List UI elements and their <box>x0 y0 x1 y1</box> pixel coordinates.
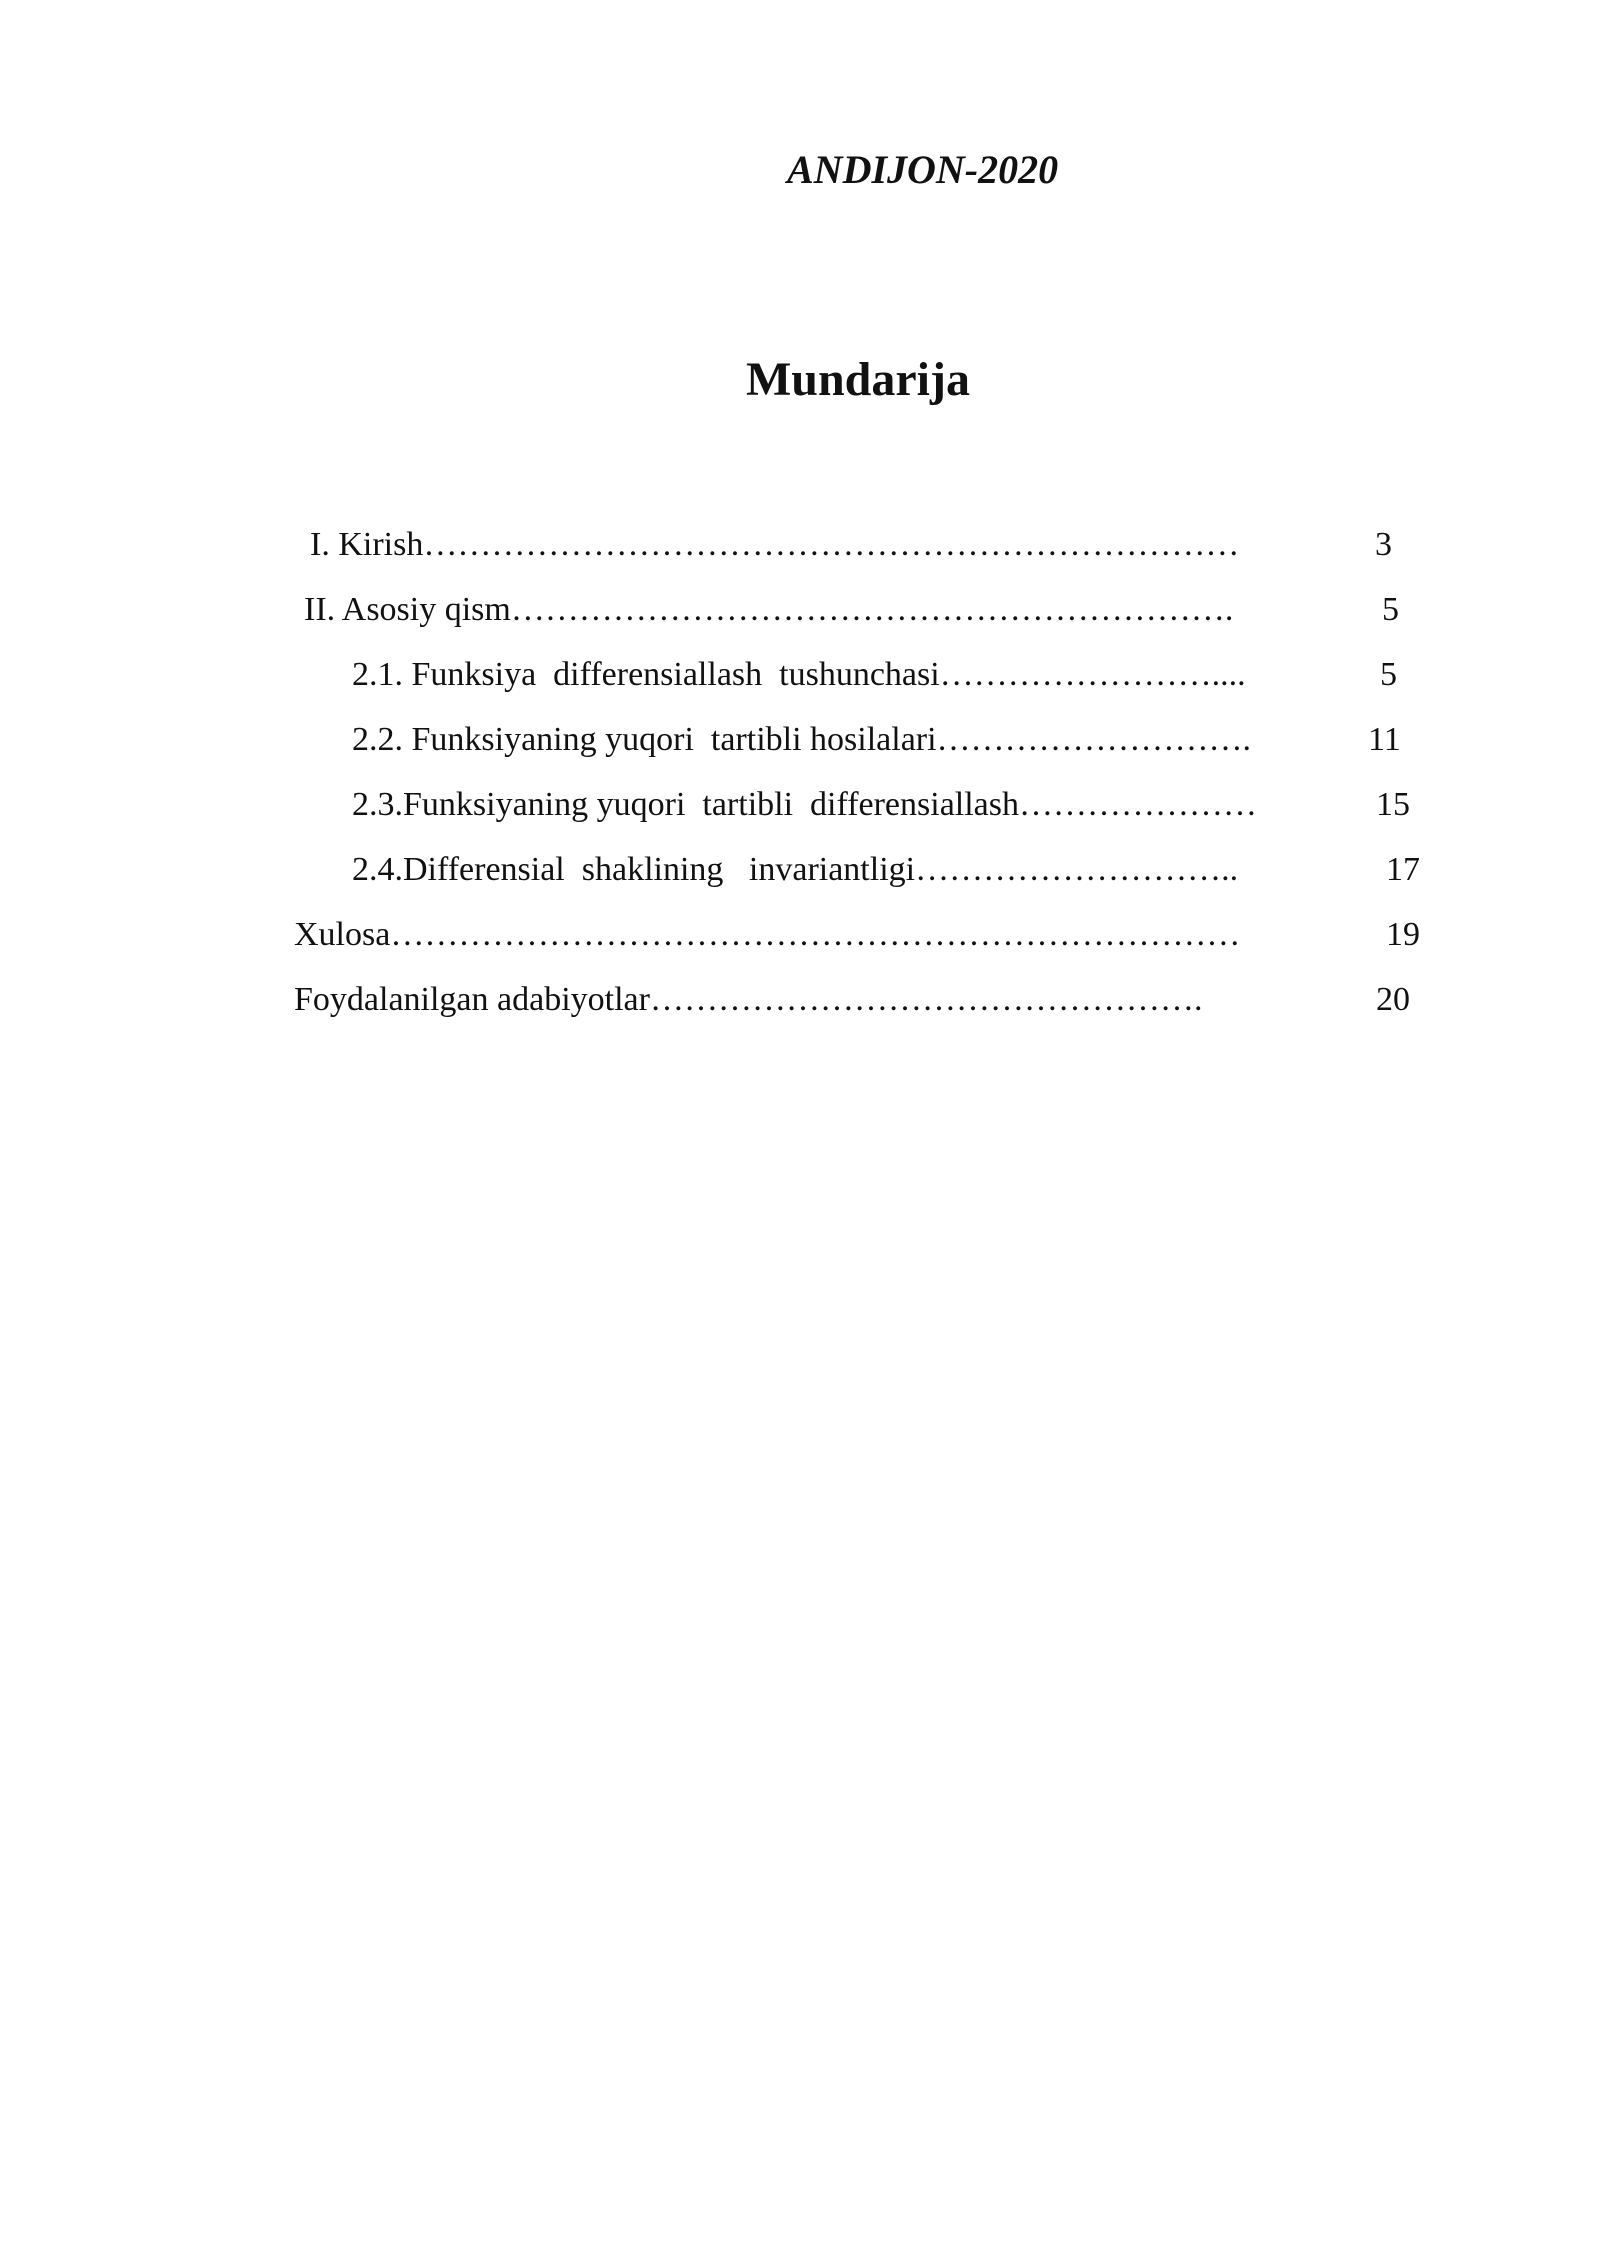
toc-entry-2-2 <box>352 715 1412 765</box>
toc-entry-label: 2.4.Differensial shaklining invariantligi……………………….. <box>352 851 1239 888</box>
toc-entry-label: II. Asosiy qism………………………………………………………. <box>304 591 1234 628</box>
toc-entry-xulosa <box>294 910 1434 960</box>
toc-entry-2-4 <box>352 845 1432 895</box>
toc-entry-page: 17 <box>1386 851 1420 888</box>
toc-entry-label: Foydalanilgan adabiyotlar…………………………………………. <box>294 981 1203 1018</box>
toc-entry-page: 11 <box>1368 721 1401 758</box>
toc-entry-label: 2.1. Funksiya differensiallash tushunchasi…………………….... <box>352 656 1246 693</box>
toc-entry-label: 2.2. Funksiyaning yuqori tartibli hosilalari………………………. <box>352 721 1252 758</box>
toc-entry-asosiy-qism <box>304 585 1414 635</box>
toc-entry-page: 19 <box>1386 916 1420 953</box>
toc-entry-page: 20 <box>1376 981 1410 1018</box>
toc-entry-label: Xulosa………………………………………………………………… <box>294 916 1241 953</box>
toc-title: Mundarija <box>745 353 970 406</box>
toc-entry-label: 2.3.Funksiyaning yuqori tartibli differensiallash………………… <box>352 786 1258 823</box>
toc-entry-page: 15 <box>1376 786 1410 823</box>
toc-entry-page: 5 <box>1382 591 1399 628</box>
toc-entry-page: 3 <box>1375 526 1392 563</box>
toc-entry-adabiyotlar <box>294 975 1434 1025</box>
city-year-heading: ANDIJON-2020 <box>787 147 1059 192</box>
toc-entry-2-1 <box>352 650 1412 700</box>
toc-entry-label: I. Kirish……………………………………………………………… <box>310 526 1240 563</box>
toc-entry-kirish <box>310 520 1410 570</box>
toc-entry-page: 5 <box>1380 656 1397 693</box>
toc-entry-2-3 <box>352 780 1422 830</box>
